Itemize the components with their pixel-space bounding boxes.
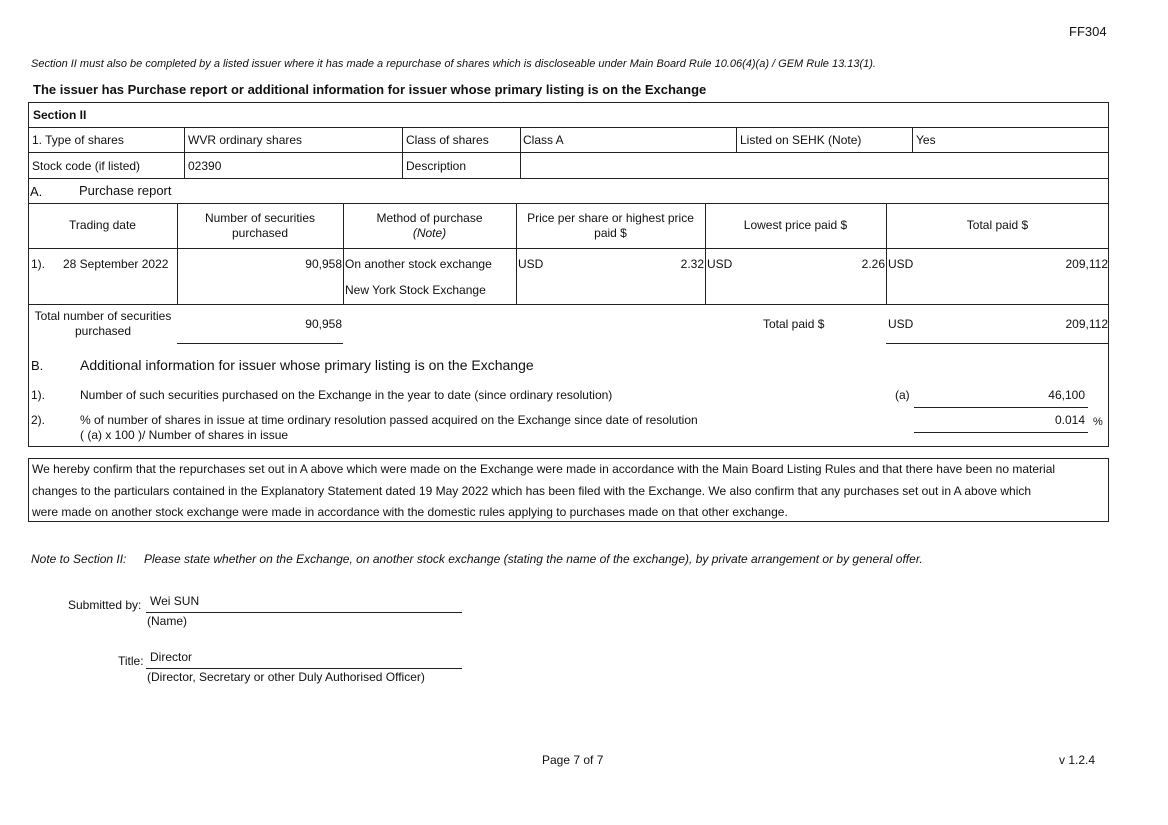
type-of-shares-label: 1. Type of shares xyxy=(32,133,124,147)
divider xyxy=(28,304,1109,305)
part-b-item2-index: 2). xyxy=(31,413,46,427)
title-label: Title: xyxy=(118,654,144,668)
row-total-currency: USD xyxy=(888,257,914,271)
confirmation-line-1: We hereby confirm that the repurchases set out in A above which were made on the Exchange were made in accordance with the Main Board Listing Rules and that there have been no material xyxy=(32,462,1056,476)
part-a-letter: A. xyxy=(30,184,43,199)
name-caption: (Name) xyxy=(147,614,188,628)
header-num-securities-2: purchased xyxy=(231,226,289,240)
description-label: Description xyxy=(406,159,467,173)
title-value: Director xyxy=(150,650,193,664)
confirmation-line-3: were made on another stock exchange were made in accordance with the domestic rules applying to purchases made on that other exchange. xyxy=(32,505,788,519)
listed-on-sehk-value: Yes xyxy=(916,133,936,147)
row-lowest-value: 2.26 xyxy=(861,257,885,271)
total-paid-label: Total paid $ xyxy=(763,317,825,331)
part-a-title: Purchase report xyxy=(79,183,172,198)
part-b-item1-value: 46,100 xyxy=(1048,388,1085,402)
part-b-item2-text-2: ( (a) x 100 )/ Number of shares in issue xyxy=(80,428,289,442)
header-num-securities-1: Number of securities xyxy=(204,211,316,225)
part-b-title: Additional information for issuer whose primary listing is on the Exchange xyxy=(80,357,534,373)
listed-on-sehk-label: Listed on SEHK (Note) xyxy=(740,133,862,147)
main-heading: The issuer has Purchase report or additional information for issuer whose primary listing is on the Exchange xyxy=(33,82,707,97)
header-method-2: (Note) xyxy=(412,226,447,240)
divider xyxy=(146,668,462,669)
page-number: Page 7 of 7 xyxy=(542,753,604,767)
confirmation-line-2: changes to the particulars contained in the Explanatory Statement dated 19 May 2022 which has been filed with the Exchange. We also confirm that any purchases set out in A above which xyxy=(32,484,1032,498)
divider xyxy=(914,432,1088,433)
section-title: Section II xyxy=(33,108,87,122)
total-paid-value: 209,112 xyxy=(1065,317,1108,331)
note-label: Note to Section II: xyxy=(31,552,127,566)
row-method-1: On another stock exchange xyxy=(345,257,492,271)
version: v 1.2.4 xyxy=(1059,753,1096,767)
section-intro: Section II must also be completed by a listed issuer where it has made a repurchase of shares which is discloseable under Main Board Rule 10.06(4)(a) / GEM Rule 13.13(1). xyxy=(31,58,876,70)
part-b-letter: B. xyxy=(31,358,44,373)
row-total-value: 209,112 xyxy=(1065,257,1108,271)
part-b-item2-value: 0.014 xyxy=(1054,413,1085,427)
divider xyxy=(146,612,462,613)
divider xyxy=(886,343,1109,344)
divider xyxy=(1108,344,1109,446)
total-number-value: 90,958 xyxy=(305,317,342,331)
header-total-paid: Total paid $ xyxy=(966,218,1029,232)
divider xyxy=(28,203,1109,204)
stock-code-label: Stock code (if listed) xyxy=(32,159,141,173)
class-of-shares-value: Class A xyxy=(523,133,564,147)
total-number-label-2: purchased xyxy=(74,324,132,338)
total-paid-currency: USD xyxy=(888,317,914,331)
header-method-1: Method of purchase xyxy=(376,211,483,225)
type-of-shares-value: WVR ordinary shares xyxy=(188,133,303,147)
title-caption: (Director, Secretary or other Duly Authorised Officer) xyxy=(147,670,425,684)
header-trading-date: Trading date xyxy=(69,218,136,232)
divider xyxy=(177,343,343,344)
divider xyxy=(28,446,1109,447)
divider xyxy=(914,407,1088,408)
divider xyxy=(736,127,737,152)
submitted-by-name: Wei SUN xyxy=(150,594,200,608)
divider xyxy=(28,127,1109,128)
divider xyxy=(28,344,29,446)
row-method-2: New York Stock Exchange xyxy=(345,283,486,297)
class-of-shares-label: Class of shares xyxy=(406,133,489,147)
row-trading-date: 28 September 2022 xyxy=(63,257,169,271)
divider xyxy=(28,248,1109,249)
part-b-item1-index: 1). xyxy=(31,388,46,402)
note-text: Please state whether on the Exchange, on another stock exchange (stating the name of the exchange), by private arrangement or by general offer. xyxy=(144,552,923,566)
submitted-by-label: Submitted by: xyxy=(68,598,142,612)
stock-code-value: 02390 xyxy=(188,159,222,173)
row-index: 1). xyxy=(31,257,46,271)
row-lowest-currency: USD xyxy=(707,257,733,271)
total-number-label-1: Total number of securities xyxy=(34,309,172,323)
header-price-2: paid $ xyxy=(594,226,627,240)
part-b-item1-ref: (a) xyxy=(895,388,910,402)
header-lowest-price: Lowest price paid $ xyxy=(743,218,848,232)
header-price-1: Price per share or highest price xyxy=(527,211,694,225)
part-b-item2-text-1: % of number of shares in issue at time ordinary resolution passed acquired on the Exchange since date of resolution xyxy=(80,413,698,427)
part-b-item1-text: Number of such securities purchased on the Exchange in the year to date (since ordinary resolution) xyxy=(80,388,613,402)
row-price-value: 2.32 xyxy=(680,257,704,271)
part-b-item2-unit: % xyxy=(1093,416,1103,428)
row-number-purchased: 90,958 xyxy=(305,257,342,271)
row-price-currency: USD xyxy=(518,257,544,271)
divider xyxy=(28,178,1109,179)
divider xyxy=(28,152,1109,153)
divider xyxy=(912,127,913,152)
form-code: FF304 xyxy=(1069,24,1107,39)
